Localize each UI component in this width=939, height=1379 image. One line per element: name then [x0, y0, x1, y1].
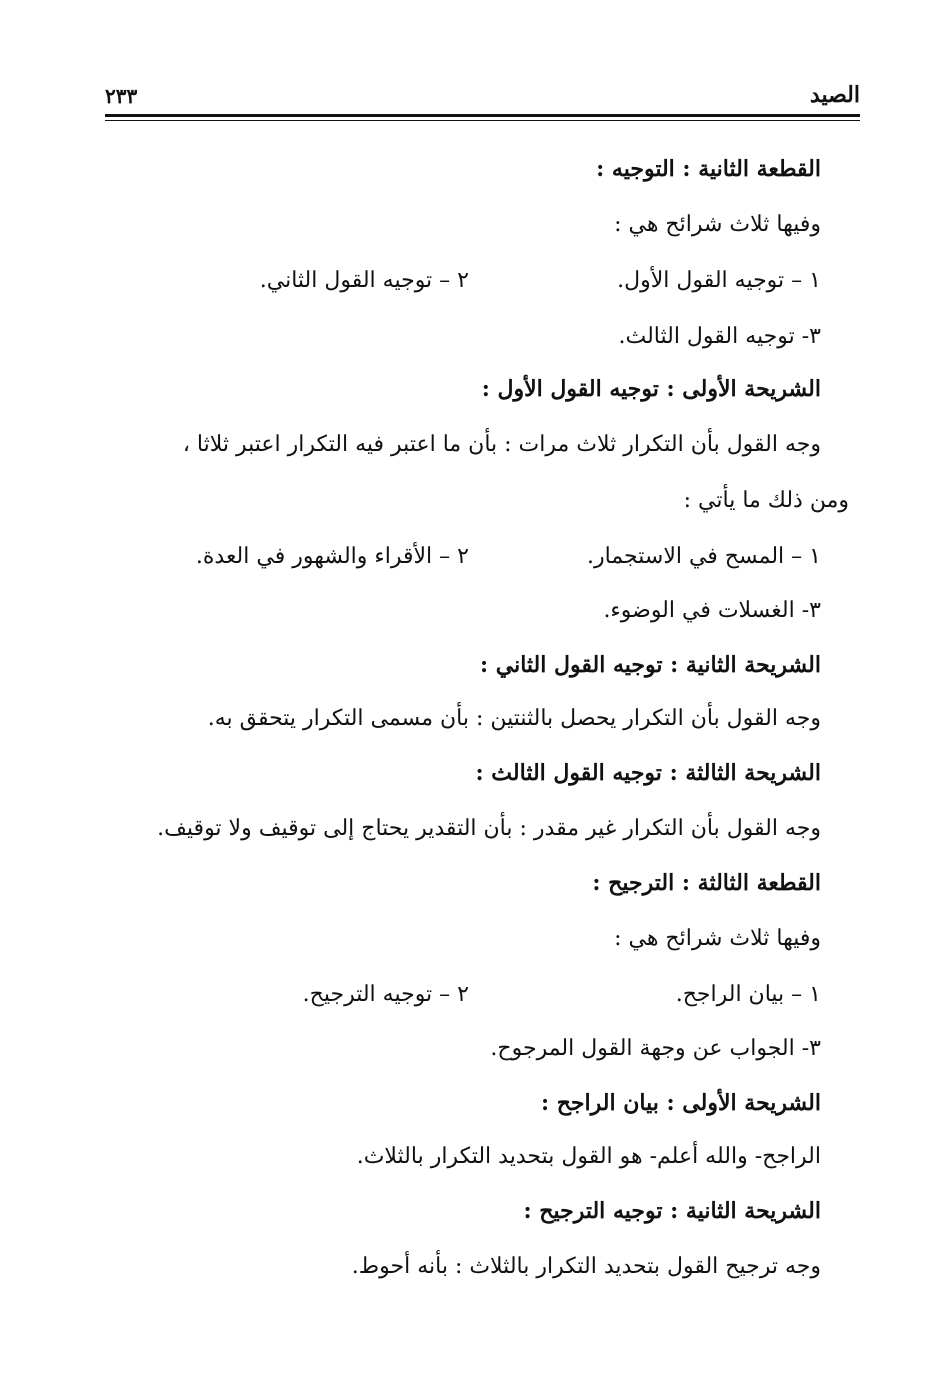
header-rule-thick — [105, 114, 860, 117]
list-item: ١ – بيان الراجح. — [675, 982, 821, 1007]
list-item: ٢ – توجيه الترجيح. — [302, 982, 469, 1007]
list-item: ١ – توجيه القول الأول. — [617, 268, 821, 293]
list-item: ٣- الغسلات في الوضوء. — [603, 598, 821, 623]
paragraph: الراجح- والله أعلم- هو القول بتحديد التكرار بالثلاث. — [356, 1144, 821, 1169]
subsection-heading: الشريحة الأولى : بيان الراجح : — [540, 1090, 821, 1116]
list-item: ٣- توجيه القول الثالث. — [618, 324, 821, 349]
section-heading: القطعة الثالثة : الترجيح : — [592, 870, 821, 896]
paragraph: وجه ترجيح القول بتحديد التكرار بالثلاث : بأنه أحوط. — [351, 1254, 821, 1279]
subsection-heading: الشريحة الأولى : توجيه القول الأول : — [481, 376, 821, 402]
section-heading: القطعة الثانية : التوجيه : — [596, 156, 821, 182]
paragraph: وجه القول بأن التكرار غير مقدر : بأن التقدير يحتاج إلى توقيف ولا توقيف. — [157, 816, 821, 841]
header-rule-thin — [105, 120, 860, 121]
paragraph: وفيها ثلاث شرائح هي : — [614, 926, 821, 951]
subsection-heading: الشريحة الثالثة : توجيه القول الثالث : — [475, 760, 821, 786]
page-header — [105, 82, 860, 112]
list-item: ٣- الجواب عن وجهة القول المرجوح. — [490, 1036, 821, 1061]
page-number: ٢٣٣ — [105, 84, 138, 108]
paragraph: وفيها ثلاث شرائح هي : — [614, 212, 821, 237]
paragraph: وجه القول بأن التكرار يحصل بالثنتين : بأن مسمى التكرار يتحقق به. — [207, 706, 821, 731]
list-item: ١ – المسح في الاستجمار. — [587, 544, 821, 569]
subsection-heading: الشريحة الثانية : توجيه الترجيح : — [523, 1198, 821, 1224]
list-item: ٢ – توجيه القول الثاني. — [259, 268, 469, 293]
subsection-heading: الشريحة الثانية : توجيه القول الثاني : — [479, 652, 821, 678]
running-title: الصيد — [809, 82, 860, 108]
paragraph: وجه القول بأن التكرار ثلاث مرات : بأن ما اعتبر فيه التكرار اعتبر ثلاثا ، — [182, 432, 821, 457]
list-item: ٢ – الأقراء والشهور في العدة. — [195, 544, 469, 569]
paragraph: ومن ذلك ما يأتي : — [683, 488, 849, 513]
